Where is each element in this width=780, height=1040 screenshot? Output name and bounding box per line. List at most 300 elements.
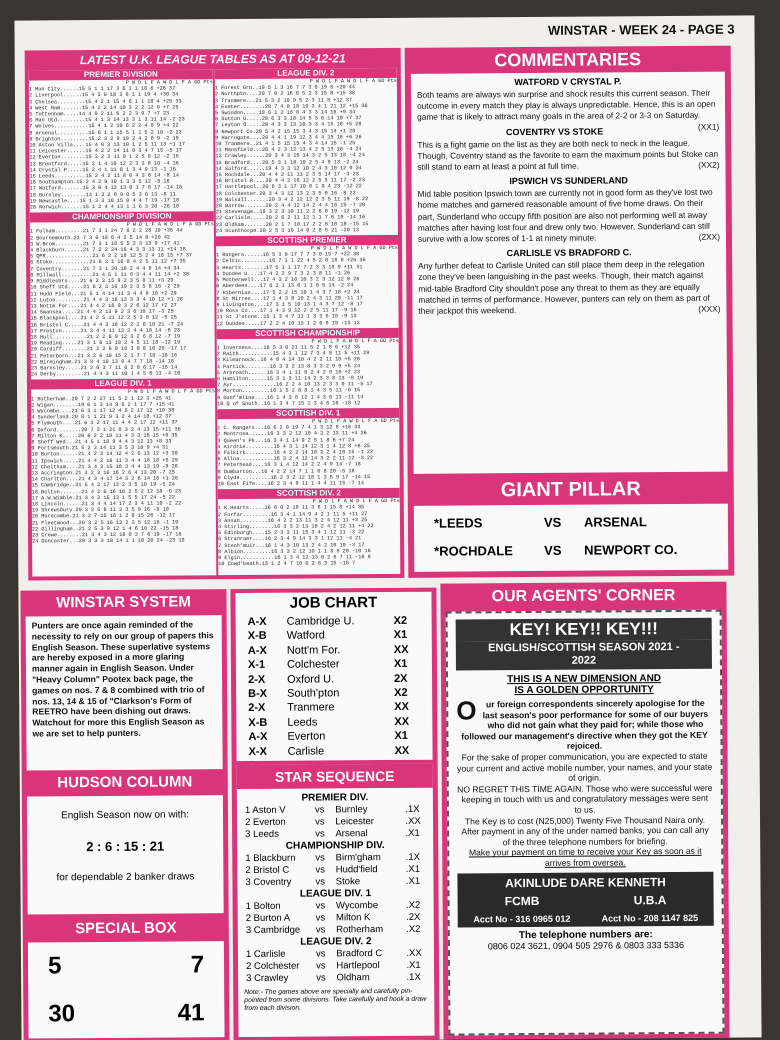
- seq-pick: .1X: [405, 803, 420, 815]
- job-result: XX: [393, 643, 409, 656]
- hudson-footer: for dependable 2 banker draws: [56, 871, 195, 884]
- commentary-tag: (XX1): [697, 121, 720, 132]
- table-row: 1 Man City......15 5 1 1 17 3 6 1 1 18 6 +26 37: [28, 85, 176, 93]
- job-chart-panel: [230, 588, 439, 1040]
- seq-pick: .1X: [406, 971, 421, 983]
- seq-home: 3 Crawley: [246, 972, 289, 985]
- table-row: 7 Wolves...........15 4 1 2 10 6 2 2 4 8 9 +4 22: [29, 122, 179, 130]
- star-sequence-title: STAR SEQUENCE: [237, 764, 433, 789]
- giant-pillar-home: *ROCHDALE: [434, 543, 513, 559]
- seq-pick: .1X: [405, 851, 420, 863]
- star-sequence-row: [238, 972, 434, 985]
- seq-home: 2 Everton: [245, 816, 286, 829]
- hudson-column-title: HUDSON COLUMN: [57, 773, 193, 792]
- table-row: 3 W.Brom.........21 7 3 1 18 5 5 2 3 13 9 +17 41: [29, 240, 180, 248]
- agents-para-3: NO REGRET THIS TIME AGAIN. Those who were successful were keeping in touch with us and congratulatory messages were sent to us.: [457, 782, 713, 815]
- table-row: 24 Derby.........21 4 4 3 11 10 1 4 5 8 13 -4 10: [30, 370, 181, 378]
- table-row: 1 Forest Grn..19 5 1 3 16 7 7 3 0 19 8 +20 44: [214, 84, 356, 92]
- scottish-league-two-table: [218, 504, 400, 567]
- commentary-heading: COVENTRY VS STOKE: [505, 126, 604, 137]
- table-row: 8 Sheff Wed...21 4 5 1 18 9 4 4 3 12 13 +8 33: [31, 438, 172, 446]
- commentaries-body: [411, 72, 728, 474]
- job-result: 2X: [394, 672, 408, 685]
- seq-vs: vs: [315, 912, 326, 924]
- table-row: 5 Plymouth....21 6 3 2 17 11 4 4 2 17 12 +11 37: [31, 419, 178, 427]
- job-chart-row: [236, 686, 432, 702]
- table-row: 4 Airdrie.........16 4 3 1 14 12 3 1 4 12 8 +6 25: [217, 442, 370, 450]
- star-sequence-row: [238, 924, 434, 937]
- table-row: 4 Dundee U....17 4 2 2 9 7 3 2 3 8 11 -1 26: [216, 270, 351, 278]
- giant-pillar-vs: VS: [543, 514, 562, 530]
- table-row: 13 Brentford.....15 2 1 4 10 12 2 3 3 8 10 -4 16: [29, 160, 179, 168]
- table-row: 5 Arbroath......16 3 4 1 11 8 2 4 2 9 10 +2 23: [216, 368, 361, 376]
- seq-vs: vs: [316, 960, 326, 972]
- seq-pick: .X1: [406, 959, 421, 971]
- seq-away: Hudd'field: [335, 864, 378, 876]
- seq-away: Milton K: [336, 912, 371, 924]
- table-row: 2 Montrose......16 3 3 2 12 10 4 2 2 13 11 +4 26: [217, 430, 367, 438]
- seq-pick: .X2: [406, 923, 421, 935]
- scottish-league-two-title: SCOTTISH DIV. 2: [218, 488, 400, 499]
- commentary-heading: IPSWICH VS SUNDERLAND: [509, 175, 628, 187]
- seq-vs: vs: [315, 876, 326, 888]
- bank-name: U.B.A: [633, 892, 667, 907]
- table-row: 10 Aston Villa....15 4 0 3 13 10 1 2 5 11 13 +1 17: [29, 141, 185, 149]
- star-sequence-row: [237, 876, 433, 889]
- table-row: 10 Cowd'beath.15 1 2 4 7 10 0 2 6 3 15 -15 7: [218, 560, 356, 568]
- page-title: WINSTAR - WEEK 24 - PAGE 3: [547, 21, 735, 38]
- seq-home: 1 Bolton: [245, 900, 281, 913]
- key-tagline-1: THIS IS A NEW DIMENSION AND: [507, 673, 662, 686]
- table-row: 7 Coventry.......21 7 3 1 20 10 2 4 4 8 14 +4 34: [30, 265, 180, 273]
- star-sequence-group-title: PREMIER DIV.: [301, 792, 369, 804]
- scottish-championship-title: SCOTTISH CHAMPIONSHIP: [217, 328, 399, 339]
- job-result: X1: [393, 629, 408, 642]
- job-chart-row: [236, 714, 432, 730]
- star-sequence-group-title: LEAGUE DIV. 2: [300, 936, 372, 948]
- table-column-header: P W D L F A W D L F A GD Pts: [311, 337, 399, 345]
- table-row: 2 Wigan........19 6 1 3 14 9 6 2 1 17 7 +15 41: [31, 401, 175, 409]
- job-result: X2: [393, 614, 408, 627]
- premier-division-title: PREMIER DIVISION: [29, 69, 213, 80]
- commentary-item: [411, 125, 725, 173]
- seq-pick: .2X: [406, 911, 421, 923]
- star-sequence-groups: [237, 792, 434, 985]
- table-row: 16 Bristol C.....21 4 4 3 16 12 2 2 6 10 21 -7 24: [30, 320, 184, 329]
- table-row: 7 Milton K.....20 6 2 2 18 11 4 3 3 16 15 +8 35: [31, 432, 178, 440]
- table-row: 10 East Fife....16 2 3 4 8 11 1 4 4 11 15 -7 14: [217, 480, 365, 488]
- table-row: 10 Tranmere..21 4 1 5 15 15 4 3 4 14 15 -1 25: [215, 140, 356, 148]
- seq-away: Leicester: [335, 816, 374, 828]
- job-chart-row: [236, 700, 432, 716]
- giant-pillar-home: *LEEDS: [433, 515, 483, 531]
- table-row: 16 Southampton.15 2 4 2 9 10 1 3 3 5 12 -8 16: [29, 178, 170, 186]
- league-one-table: [31, 395, 216, 545]
- table-row: 2 Forfar.........16 3 4 1 14 9 4 2 1 11 5 +11 27: [217, 510, 368, 518]
- job-team: Colchester: [286, 658, 340, 671]
- table-row: 4 Stirling........16 3 3 2 13 10 2 4 2 12 11 +4 22: [217, 523, 374, 531]
- account-number: Acct No - 316 0965 012: [473, 913, 571, 924]
- job-chart-row: [236, 657, 432, 673]
- table-row: 1 Inverness....16 5 3 0 21 11 5 2 1 8 6 +12 35: [216, 344, 360, 352]
- giant-pillar-vs: VS: [544, 542, 562, 558]
- table-row: 9 Elgin...........16 1 3 4 12 13 0 2 6 7 11 -10 9: [218, 554, 371, 562]
- table-row: 3 Chelsea.........15 4 2 1 15 4 6 1 1 18 4 +25 33: [28, 98, 182, 106]
- job-team: Nott'm For.: [286, 644, 341, 657]
- tables-right-column: [215, 68, 401, 575]
- table-row: 9 Livingston....17 3 1 5 10 13 1 4 3 7 12 -8 17: [216, 301, 363, 309]
- commentary-tag: (XX2): [698, 159, 720, 170]
- seq-home: 1 Blackburn: [245, 852, 296, 865]
- table-row: 8 Dumbarton...16 4 2 2 14 7 1 1 6 8 20 -5 18: [217, 467, 355, 475]
- account-name: AKINLUDE DARE KENNETH: [505, 874, 666, 890]
- job-code: X-B: [248, 716, 268, 729]
- job-team: Everton: [287, 730, 326, 743]
- table-row: 24 Doncaster...20 3 3 3 10 14 1 1 10 20 24 -23 13: [32, 537, 185, 545]
- seq-away: Rotherham: [336, 924, 384, 936]
- giant-pillar-body: [414, 504, 728, 572]
- seq-vs: vs: [316, 972, 326, 984]
- table-row: 8 Newport Co.20 5 4 2 15 15 3 4 3 15 14 +1 28: [215, 127, 356, 135]
- scottish-premier-table: [216, 251, 399, 327]
- table-column-header: P W D L F A W D L F A GD Pts: [127, 388, 216, 396]
- table-row: 13 Nottm For....21 4 4 2 16 9 3 2 6 12 17 +2 27: [30, 302, 177, 310]
- table-row: 5 Swindon.....18 6 1 2 16 8 4 3 3 14 16 +9 34: [215, 109, 356, 117]
- table-row: 10 Ross Co....17 1 4 3 9 12 2 2 5 11 17 -9 15: [216, 307, 357, 315]
- table-row: 4 Sunderland.20 8 1 1 21 9 3 2 4 14 18 +12 37: [31, 413, 172, 421]
- job-chart-row: [237, 743, 433, 759]
- table-row: 19 Walsall.......20 3 4 2 12 12 2 3 5 11 19 -8 22: [215, 195, 369, 204]
- table-row: 15 Rochdale...20 4 4 2 11 11 2 3 5 14 17 -3 23: [215, 171, 359, 179]
- commentary-heading: CARLISLE VS BRADFORD C.: [506, 247, 632, 259]
- agents-para-5: Make your payment on time to receive your Key as soon as it arrives from oversea.: [468, 846, 702, 868]
- table-row: 17 Watford.......15 3 0 4 13 13 0 1 7 6 17 -14 10: [29, 184, 183, 192]
- seq-pick: .X1: [405, 863, 421, 875]
- agents-corner-panel: [440, 582, 729, 1040]
- job-code: A-X: [248, 730, 268, 744]
- job-chart-row: [236, 671, 432, 687]
- giant-pillar-away: ARSENAL: [583, 514, 647, 530]
- seq-away: Birm'gham: [335, 852, 381, 864]
- job-chart-list: [236, 614, 433, 759]
- table-row: 3 Hearts........17 5 1 1 17 7 2 3 3 10 9 +11 31: [216, 263, 363, 271]
- hudson-intro: English Season now on with:: [61, 809, 189, 822]
- table-row: 8 St Mirren....17 1 4 3 8 10 2 4 3 11 20 -11 17: [216, 294, 363, 302]
- job-code: X-B: [247, 630, 267, 643]
- giant-pillar-row: [414, 536, 728, 566]
- seq-vs: vs: [315, 816, 325, 828]
- seq-home: 3 Cambridge: [245, 924, 301, 937]
- table-row: 17 Preston......21 3 4 4 11 13 2 4 4 10 14 -6 23: [30, 327, 181, 335]
- table-row: 2 Northptn....20 7 0 2 16 6 5 2 3 15 8 +15 38: [214, 90, 356, 98]
- seq-home: 1 Aston V: [244, 804, 286, 817]
- table-row: 8 Morton.........16 1 5 2 8 8 1 4 3 5 11 -6 15: [217, 387, 361, 395]
- table-row: 19 Reading.....21 3 1 6 13 18 2 4 5 11 18 -12 19: [30, 339, 181, 347]
- seq-away: Arsenal: [335, 828, 368, 840]
- seq-away: Stoke: [335, 876, 361, 888]
- account-number: Acct No - 208 1147 825: [601, 912, 699, 924]
- table-row: 23 Oldham.......20 2 1 7 10 17 2 2 6 10 18 -15 15: [215, 220, 369, 228]
- table-row: 3 Wycombe....21 6 3 1 17 12 4 5 2 17 12 +10 38: [31, 407, 175, 415]
- table-row: 15 Blackpool....21 4 2 5 11 12 2 5 3 8 12 -5 25: [30, 314, 177, 322]
- commentary-heading: WATFORD V CRYSTAL P.: [514, 76, 622, 88]
- job-team: Oxford U.: [287, 672, 335, 686]
- seq-pick: .X2: [405, 899, 421, 911]
- job-result: X2: [394, 686, 408, 699]
- table-row: 21 Stevenage..19 3 2 3 10 11 2 2 6 8 19 -12 19: [215, 208, 360, 216]
- seq-vs: vs: [315, 900, 326, 912]
- table-row: 3 Annan.........16 4 2 2 13 11 3 2 4 12 11 +3 25: [217, 516, 368, 524]
- star-sequence-row: [237, 828, 433, 841]
- job-team: South'pton: [287, 687, 340, 700]
- table-row: 4 West Ham.......15 4 2 2 14 10 3 2 2 12 9 +7 25: [29, 104, 179, 112]
- table-row: 16 Bristol R....20 4 4 2 16 12 2 5 3 11 17 -2 23: [215, 177, 366, 185]
- phones-label: The telephone numbers are:: [518, 928, 653, 941]
- league-two-title: LEAGUE DIV. 2: [215, 68, 397, 79]
- table-row: 1 Rotherham..20 7 2 2 27 11 5 2 1 12 3 +25 41: [31, 395, 172, 403]
- table-row: 5 Falkirk.........16 4 2 2 14 10 2 2 4 10 15 -1 22: [217, 449, 374, 457]
- seq-vs: vs: [314, 804, 325, 816]
- newspaper-page: [14, 15, 761, 1040]
- job-result: X1: [393, 658, 408, 671]
- job-code: X-X: [248, 745, 267, 758]
- table-row: 6 Alloa...........16 3 2 4 12 14 3 2 2 11 12 -3 22: [217, 455, 374, 463]
- table-row: 4 Exeter........20 7 4 0 18 10 3 4 1 21 12 +15 36: [215, 102, 368, 111]
- job-team: Cambridge U.: [286, 615, 355, 628]
- job-code: A-X: [247, 615, 267, 628]
- job-team: Watford: [286, 629, 325, 643]
- table-row: 14 Crystal P.....15 2 4 1 11 8 1 3 4 9 13 -1 16: [29, 166, 176, 174]
- league-one-title: LEAGUE DIV. 1: [31, 379, 215, 390]
- job-result: X1: [394, 729, 408, 743]
- table-row: 18 Lincoln......21 3 4 4 14 17 2 3 4 11 10 -2 22: [31, 500, 182, 508]
- table-row: 5 Edinburgh....15 2 3 3 11 15 3 4 1 12 11 -3 22: [218, 529, 365, 537]
- table-row: 18 Burnley........14 1 3 2 8 9 0 5 3 6 13 -8 11: [29, 191, 176, 199]
- table-row: 18 Colchester.20 3 4 3 12 13 2 3 5 9 16 -8 22: [215, 189, 356, 197]
- table-column-header: P W D L F A W D L F A GD Pts: [309, 77, 397, 85]
- table-row: 22 Gillingham..21 2 5 3 9 12 1 4 6 10 22 -15 18: [31, 525, 179, 533]
- job-chart-title: JOB CHART: [289, 594, 378, 612]
- table-row: 5 Tottenham.....14 4 0 2 11 6 2 2 3 9 7 +7 23: [29, 110, 170, 118]
- seq-away: Burnley: [335, 804, 368, 816]
- bank-name: FCMB: [504, 893, 540, 908]
- table-row: 21 Fleetwood...20 3 2 5 16 13 2 3 5 12 16 -1 19: [31, 519, 179, 527]
- table-row: 15 Leeds..........15 2 4 2 11 8 0 4 3 6 14 -8 14: [29, 172, 179, 180]
- job-chart-row: [236, 614, 432, 630]
- table-row: 9 Portsmouth.21 5 2 3 14 11 3 5 3 10 9 +4 31: [31, 444, 169, 452]
- table-row: 12 Dundee.....17 2 2 4 10 13 1 2 6 9 19 -13 13: [216, 319, 360, 327]
- star-sequence-body: [237, 764, 435, 1037]
- table-row: 11 Ipswich.....21 4 4 2 16 11 3 4 4 18 18 +5 29: [31, 457, 178, 465]
- table-column-header: P W D L F A W D L F A GD Pts: [310, 245, 399, 252]
- table-column-header: P W D L F A W D L F A GD Pts: [312, 498, 400, 505]
- seq-pick: .X1: [405, 875, 421, 887]
- seq-pick: .X1: [405, 827, 420, 839]
- table-row: 5 Motherwell...17 4 3 2 10 10 3 2 3 12 12 0 26: [216, 276, 360, 284]
- table-row: 4 Blackburn......21 7 2 2 24 16 4 3 3 13 11 +14 38: [30, 246, 186, 254]
- commentary-text: This is a fight game on the list as they are both neck to neck in the league. Though, Coventry stand as the favorite to earn the maximum points but Stoke can still stand to earn at least a point at full time.: [417, 137, 719, 172]
- table-row: 6 Stranraer....16 2 3 4 9 14 3 3 1 12 11 -4 21: [218, 535, 362, 543]
- league-two-table: [215, 84, 398, 234]
- seq-vs: vs: [315, 828, 325, 840]
- table-row: 12 Everton........15 3 2 2 11 9 1 2 5 8 12 -2 16: [29, 153, 179, 161]
- special-box-body: [28, 941, 225, 1038]
- phones: 0806 024 3621, 0904 505 2976 & 0803 333 5336: [487, 939, 685, 951]
- seq-away: Oldham: [336, 972, 370, 984]
- job-code: 2-X: [248, 702, 266, 715]
- key-subhead: ENGLISH/SCOTTISH SEASON 2021 - 2022: [456, 640, 712, 671]
- table-row: 2 Bournemouth.21 7 3 0 19 6 4 2 5 14 8 +20 42: [29, 234, 171, 242]
- table-row: 14 Salford......19 4 3 3 12 10 2 4 3 10 12 0 24: [215, 165, 362, 173]
- table-row: 8 Albion.........16 3 3 2 12 10 1 1 8 8 20 -10 16: [218, 547, 371, 555]
- agents-para: [456, 695, 712, 753]
- job-chart-row: [236, 729, 432, 745]
- table-column-header: P W D L F A W D L F A GD Pts: [125, 79, 213, 86]
- table-row: 12 Cheltham....21 3 4 3 15 18 3 4 4 13 19 -9 26: [31, 463, 178, 471]
- commentary-text: Both teams are always win surprise and shock results this current season. Their outcome in every match they play is always unpredictable. Hence, this is an open game that is likely to attract many goals in the area of 2-2 or 3-3 on Saturday.: [416, 87, 716, 123]
- key-tagline-2: IS A GOLDEN OPPORTUNITY: [514, 684, 654, 697]
- table-row: 13 Accrington.21 4 2 3 16 16 2 6 4 13 20 -7 25: [31, 469, 175, 477]
- job-team: Leeds: [287, 716, 318, 729]
- table-row: 8 Millwall..........21 4 5 1 11 6 3 4 4 11 14 +2 30: [30, 271, 190, 279]
- tables-left-column: [29, 69, 217, 576]
- table-row: 5 QPR...............21 6 2 2 18 12 5 2 4 16 15 +7 37: [30, 252, 192, 260]
- table-row: 6 Oxford........20 7 3 1 21 8 3 2 4 13 15 +11 36: [31, 426, 181, 434]
- table-row: 9 Brighton.........15 2 3 2 9 10 2 4 2 8 9 -2 19: [29, 135, 179, 143]
- seq-home: 2 Colchester: [246, 960, 300, 973]
- table-row: 3 Kilmarnock..16 4 0 4 14 10 4 2 2 11 10 +5 26: [216, 356, 361, 364]
- star-sequence-note: Note:- The games above are specially and carefully pin-pointed from some divisions. Take carefully and hook a draw from each division.: [244, 987, 427, 1013]
- table-row: 6 Aberdeen....17 6 2 1 13 6 1 1 6 5 14 -2 24: [216, 282, 354, 290]
- job-result: XX: [394, 715, 410, 728]
- agents-para-4: The Key is to cost (N25,000) Twenty Five Thousand Naira only. After payment in any of the under named banks, you can call any of the three telephone numbers for briefing.: [461, 814, 709, 847]
- agents-corner-body: [446, 610, 725, 1036]
- table-row: 15 Cambridge..21 5 4 2 17 13 2 3 5 10 19 -5 24: [31, 481, 175, 489]
- job-chart-body: [235, 592, 432, 761]
- seq-away: Hartlepool: [336, 960, 380, 972]
- table-row: 9 Middlesbro....21 6 2 3 15 9 2 3 5 8 11 +3 29: [30, 277, 174, 285]
- premier-table: [29, 85, 214, 210]
- table-row: 9 Dunf'mline....16 1 4 3 8 12 1 4 3 6 13 -11 14: [217, 393, 364, 401]
- table-row: 7 Peterhead....16 3 1 4 12 14 2 2 4 9 14 -7 18: [217, 461, 361, 469]
- table-column-header: P W D L F A W D L F A GD Pts: [312, 417, 400, 425]
- table-row: 9 Clyde..........16 2 3 2 12 18 1 3 5 9 17 -14 15: [217, 473, 371, 481]
- league-tables-panel: [25, 48, 405, 581]
- seq-home: 3 Leeds: [245, 828, 279, 841]
- job-chart-row: [236, 642, 432, 658]
- special-box-number: 5: [47, 952, 62, 980]
- seq-home: 1 Carlisle: [245, 948, 286, 961]
- table-row: 7 Leyton O.....20 4 3 3 13 10 3 3 4 15 16 +5 28: [215, 121, 362, 129]
- table-row: 11 Leicester......15 4 2 2 14 11 0 3 4 7 15 -5 17: [29, 147, 182, 155]
- table-row: 4 Partick........16 3 3 2 13 8 3 3 2 9 9 +5 24: [216, 362, 361, 370]
- seq-vs: vs: [315, 864, 325, 876]
- table-row: 1 Fulham.........21 7 3 1 24 7 6 2 2 28 10 +35 44: [29, 227, 183, 235]
- table-row: 17 Hartlepool..20 6 3 1 17 10 0 1 9 4 23 -12 22: [215, 183, 362, 191]
- table-row: 21 Peterboro...21 3 2 6 10 15 2 1 7 7 18 -16 16: [30, 351, 178, 360]
- table-row: 22 Carlisle.....20 2 6 2 11 12 1 1 7 6 19 -14 16: [215, 214, 366, 222]
- table-row: 3 Tranmere...21 5 3 2 18 9 5 2 3 11 8 +12 37: [214, 96, 353, 104]
- seq-pick: .XX: [405, 815, 421, 827]
- table-row: 2 Liverpool......15 4 3 0 18 3 6 1 1 19 4 +30 34: [28, 91, 179, 99]
- commentary-tag: (2XX): [698, 231, 721, 242]
- table-row: 12 Crawley......20 3 4 3 15 14 3 2 5 13 18 -4 24: [215, 152, 365, 160]
- table-row: 3 Queen's Pk...16 3 4 1 14 9 2 5 1 8 6 +7 24: [217, 436, 355, 444]
- winstar-system-body: [26, 615, 223, 770]
- table-row: 6 Stoke............21 6 3 1 16 8 4 2 5 11 12 +7 35: [30, 258, 186, 266]
- special-box-title: SPECIAL BOX: [75, 919, 177, 938]
- table-row: 11 Hudd Field...21 5 1 4 14 11 3 4 4 9 10 +2 29: [30, 289, 177, 297]
- seq-pick: .XX: [406, 947, 422, 959]
- table-row: 14 Swansea.....21 4 4 2 13 9 2 3 6 10 17 -3 25: [30, 308, 174, 316]
- table-row: 20 Morecambe.21 3 2 7 15 16 1 2 8 15 26 -12 17: [31, 512, 176, 520]
- commentary-item: [412, 247, 726, 317]
- table-row: 19 Shrewsbury.20 3 2 5 8 11 3 3 5 9 16 -8 19: [31, 506, 169, 514]
- scottish-league-one-table: [217, 424, 399, 487]
- table-row: 11 St J'stone..15 1 3 4 7 11 1 3 3 5 10 -9 13: [216, 313, 357, 321]
- table-row: 10 Burton......21 4 2 3 14 12 4 2 6 13 12 +3 30: [31, 450, 178, 458]
- seq-home: 2 Burton A: [245, 912, 291, 925]
- commentary-text: Mid table position Ipswich town are currently not in good form as they've lost two home matches and garnered reasonable amount of five home draws. On their part, Sunderland who occupy fifth position are also not performing well at away matches after having lost four and drew only two. However, Sunderland can still survive with a low scores of 1-1 at ninety minute.: [417, 186, 713, 244]
- winstar-system-text: Punters are once again reminded of the necessity to rely on our group of papers this English Season. These superlative systems are hereby exposed in a more glaring manner again in English Season. Under "Heavy Column" Pootex back page, the games on nos. 7 & 8 combined with trio of nos. 13, 14 & 15 of "Clarkson's Form of REETRO have been dishing out draws. Watchout for more this English Season as we are set to help punters.: [31, 619, 214, 739]
- table-row: 1 Rangers......16 5 3 0 17 7 7 3 0 15 7 +22 38: [216, 251, 360, 259]
- table-column-header: P W D L F A W D L F A GD Pts: [126, 221, 214, 229]
- table-row: 13 Bradford....20 5 3 1 16 10 2 5 4 9 13 -2 24: [215, 158, 359, 166]
- scottish-premier-title: SCOTTISH PREMIER: [216, 235, 398, 246]
- table-row: 1 K.Hearts.....16 6 0 2 18 11 3 6 1 15 8 +14 35: [217, 504, 365, 512]
- seq-vs: vs: [315, 924, 326, 936]
- table-row: 12 Luton.........21 4 4 3 16 13 3 3 4 10 12 +1 28: [30, 296, 183, 304]
- table-row: 23 Crewe........21 3 4 3 12 16 0 3 7 6 19 -17 16: [32, 531, 182, 539]
- table-row: 2 Raith...........15 4 3 1 12 7 3 4 0 11 5 +11 28: [216, 350, 370, 358]
- table-row: 20 Barrow.......20 2 4 4 12 14 2 4 4 10 15 -7 20: [215, 202, 366, 210]
- scottish-league-one-title: SCOTTISH DIV. 1: [217, 408, 399, 419]
- table-row: 7 Stenh'muir...16 1 4 3 10 13 2 4 2 10 10 -3 17: [218, 541, 365, 549]
- table-row: 7 Hibernian....17 5 2 2 15 10 1 4 3 7 10 +2 24: [216, 288, 360, 296]
- commentaries-panel: [405, 46, 735, 578]
- table-row: 20 Norwich.......15 1 2 4 4 13 1 1 6 3 20 -26 10: [29, 203, 180, 211]
- account-box: [457, 871, 713, 927]
- seq-home: 2 Bristol C: [245, 864, 290, 877]
- seq-away: Wycombe: [335, 900, 379, 912]
- seq-home: 3 Coventry: [245, 876, 292, 889]
- agents-para-1: ur foreign correspondents sincerely apologise for the last season's poor performance for some of our buyers who did not gain what they paid for; while those who followed our management's directive when they got the KEY rejoiced.: [461, 697, 709, 752]
- job-result: XX: [394, 744, 410, 757]
- agents-para-2: For the sake of proper communication, you are expected to state your current and active mobile number, your names, and your state of origin.: [457, 750, 713, 783]
- table-row: 16 Bolton.......21 4 2 6 16 16 2 5 2 12 18 -6 23: [31, 488, 182, 496]
- commentary-item: [412, 175, 726, 245]
- job-code: A-X: [247, 644, 267, 657]
- table-row: 6 Hamilton......15 3 1 3 11 14 2 3 3 8 13 -8 19: [216, 375, 364, 383]
- league-tables-heading: LATEST U.K. LEAGUE TABLES AS AT 09-12-21: [79, 51, 346, 68]
- table-row: 1 C. Rangers...16 6 2 0 19 7 4 1 3 12 8 +16 33: [217, 424, 361, 432]
- table-row: 8 Arsenal..........15 6 1 1 15 5 1 1 5 2 10 -2 23: [29, 129, 182, 137]
- seq-vs: vs: [315, 948, 326, 960]
- commentary-text: Any further defeat to Carlisle United can still place them deep in the relegation zone they've been languishing in the past weeks. Though, their match against mid-table Bradford City shouldn't pose any threat to them as they are equally matched in terms of performance. However, punters can rely on them as part of their jackpot this weekend.: [418, 259, 710, 316]
- table-row: 18 Hull...........21 2 2 6 9 12 3 2 6 8 12 -7 19: [30, 333, 181, 341]
- agents-corner-title: OUR AGENTS' CORNER: [491, 586, 676, 606]
- table-row: 23 Barnsley.....21 2 6 3 7 11 0 2 8 6 17 -15 14: [30, 364, 178, 372]
- table-row: 2 Celtic.........16 7 1 1 22 4 5 2 0 16 8 +26 36: [216, 257, 366, 265]
- special-box-number: 7: [190, 951, 205, 979]
- job-team: Tranmere: [287, 701, 335, 715]
- table-row: 24 Scunthorpe.20 2 5 3 10 14 0 2 8 5 21 -20 13: [215, 227, 360, 235]
- job-chart-row: [236, 628, 432, 644]
- table-row: 17 A.W.Wimble.21 3 4 2 15 13 1 5 5 17 24 -5 22: [31, 494, 175, 502]
- dropcap: O: [456, 695, 477, 726]
- winstar-system-panel: [20, 589, 229, 1040]
- star-sequence-group-title: LEAGUE DIV. 1: [299, 888, 372, 900]
